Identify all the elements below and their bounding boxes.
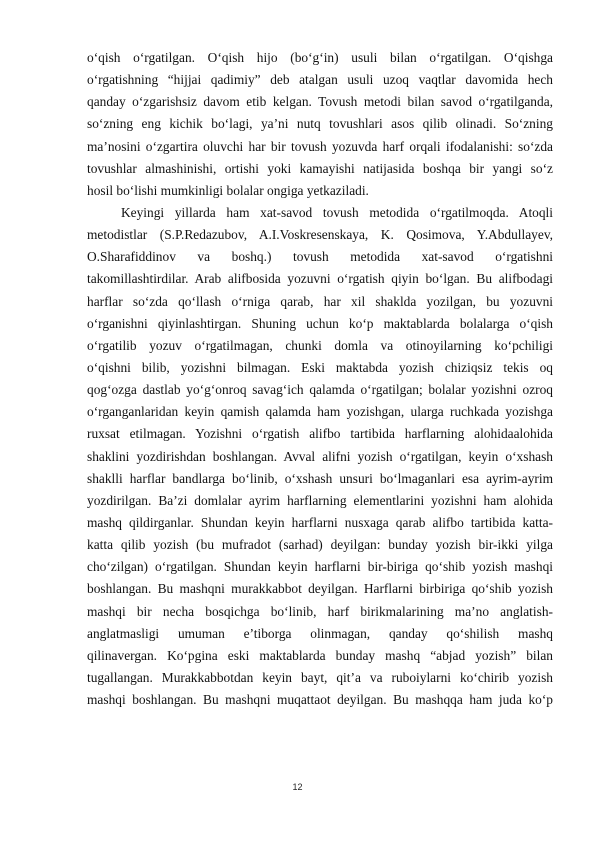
text-line: mashqi boshlangan. Bu mashqni muqattaot deyilgan. Bu mashqqa ham juda ko‘p — [87, 692, 553, 708]
text-line: harflar so‘zda qo‘llash o‘rniga qarab, har xil shaklda yozilgan, bu yozuvni — [87, 293, 553, 309]
text-line: O.Sharafiddinov va boshq.) tovush metodida xat-savod o‘rgatishni — [87, 249, 553, 265]
text-line: qog‘ozga dastlab yo‘g‘onroq savag‘ich qalamda o‘rgatilgan; bolalar yozishni ozroq — [87, 382, 553, 398]
text-line: qanday o‘zgarishsiz davom etib kelgan. Tovush metodi bilan savod o‘rgatilganda, — [87, 94, 553, 110]
text-line: tovushlar almashinishi, ortishi yoki kamayishi natijasida boshqa bir yangi so‘z — [87, 160, 553, 176]
text-line: o‘rganganlaridan keyin qamish qalamda ham yozishgan, ularga ruchkada yozishga — [87, 404, 553, 420]
text-line: anglatmasligi umuman e’tiborga olinmagan, qanday qo‘shilish mashq — [87, 625, 553, 641]
text-line: takomillashtirdilar. Arab alifbosida yozuvni o‘rgatish qiyin bo‘lgan. Bu alifbodagi — [87, 271, 553, 287]
text-line: Keyingi yillarda ham xat-savod tovush metodida o‘rgatilmoqda. Atoqli — [121, 204, 553, 220]
text-line: shaklini yozdirishdan boshlangan. Avval alifni yozish o‘rgatilgan, keyin o‘xshash — [87, 448, 553, 464]
page-number: 12 — [292, 782, 303, 792]
text-line: so‘zning eng kichik bo‘lagi, ya’ni nutq tovushlari asos qilib olinadi. So‘zning — [87, 116, 553, 132]
text-line: hosil bo‘lishi mumkinligi bolalar ongiga yetkaziladi. — [87, 182, 369, 198]
text-line: katta qilib yozish (bu mufradot (sarhad) deyilgan: bunday yozish bir-ikki yilga — [87, 537, 553, 553]
text-line: qilinavergan. Ko‘pgina eski maktablarda bunday mashq “abjad yozish” bilan — [87, 647, 553, 663]
text-line: cho‘zilgan) o‘rgatilgan. Shundan keyin harflarni bir-biriga qo‘shib yozish mashqi — [87, 559, 553, 575]
text-line: tugallangan. Murakkabbotdan keyin bayt, qit’a va ruboiylarni ko‘chirib yozish — [87, 669, 553, 685]
body-text — [87, 47, 553, 711]
text-line: o‘rgatishning “hijjai qadimiy” deb atalgan usuli uzoq vaqtlar davomida hech — [87, 72, 553, 88]
text-line: boshlangan. Bu mashqni murakkabbot deyilgan. Harflarni birbiriga qo‘shib yozish — [87, 581, 553, 597]
text-line: mashq qildirganlar. Shundan keyin harflarni nusxaga qarab alifbo tartibida katta- — [87, 514, 553, 530]
text-line: o‘rganishni qiyinlashtirgan. Shuning uchun ko‘p maktablarda bolalarga o‘qish — [87, 315, 553, 331]
text-line: yozdirilgan. Ba’zi domlalar ayrim harflarning elementlarini yozishni ham alohida — [87, 492, 553, 508]
text-line: o‘qishni bilib, yozishni bilmagan. Eski maktabda yozish chiziqsiz tekis oq — [87, 359, 553, 375]
text-line: ma’nosini o‘zgartira oluvchi har bir tovush yozuvda harf orqali ifodalanishi: so‘zda — [87, 138, 553, 154]
text-line: o‘rgatilib yozuv o‘rgatilmagan, chunki domla va otinoyilarning ko‘pchiligi — [87, 337, 553, 353]
text-line: shaklli harflar bandlarga bo‘linib, o‘xshash unsuri bo‘lmaganlari esa ayrim-ayrim — [87, 470, 553, 486]
text-line: o‘qish o‘rgatilgan. O‘qish hijo (bo‘g‘in) usuli bilan o‘rgatilgan. O‘qishga — [87, 50, 553, 65]
text-line: mashqi bir necha bosqichga bo‘linib, harf birikmalarining ma’no anglatish- — [87, 603, 553, 619]
text-line: ruxsat etilmagan. Yozishni o‘rgatish alifbo tartibida harflarning alohidaalohida — [87, 426, 553, 442]
text-line: metodistlar (S.P.Redazubov, A.I.Voskresenskaya, K. Qosimova, Y.Abdullayev, — [87, 227, 553, 243]
